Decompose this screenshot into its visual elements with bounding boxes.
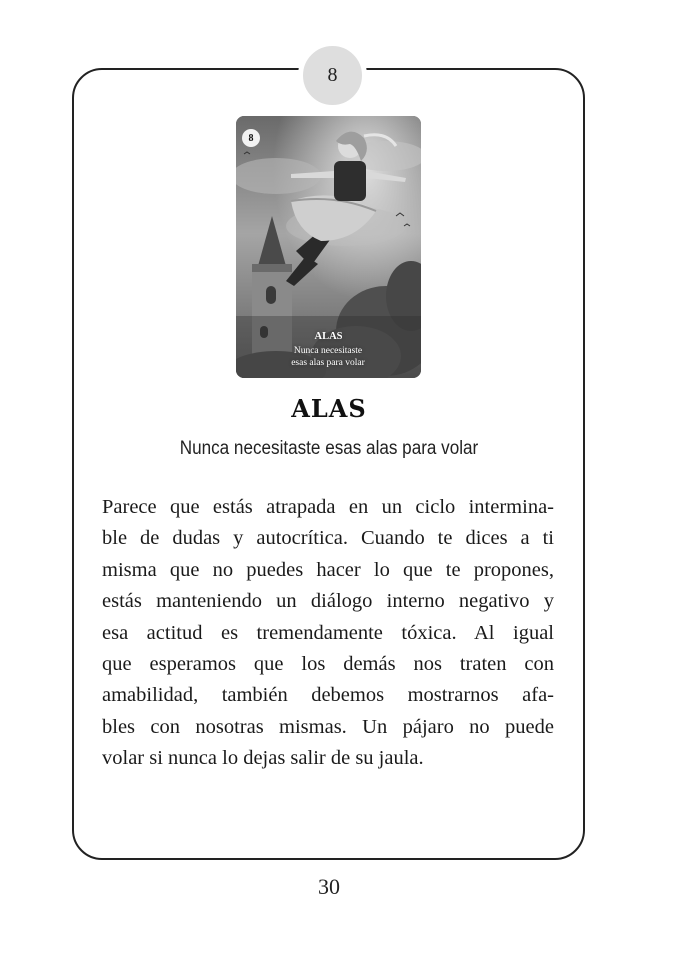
page-subtitle: Nunca necesitaste esas alas para volar xyxy=(179,438,479,459)
body-line: esa actitud es tremendamente tóxica. Al igual xyxy=(102,621,554,644)
page-number: 30 xyxy=(318,874,340,899)
card-number-badge xyxy=(242,129,260,147)
card-title: ALAS xyxy=(314,331,343,342)
chapter-number: 8 xyxy=(327,64,338,86)
card-subtitle-line: Nunca necesitaste xyxy=(293,346,363,356)
body-line: estás manteniendo un diálogo interno negativo y xyxy=(102,590,554,613)
chapter-number-badge xyxy=(298,41,367,110)
page-title: ALAS xyxy=(291,394,367,423)
body-line: ble de dudas y autocrítica. Cuando te dices a ti xyxy=(102,527,554,550)
body-paragraph xyxy=(102,492,554,775)
card-number: 8 xyxy=(248,132,254,144)
card-subtitle xyxy=(273,345,383,369)
card-subtitle-line: esas alas para volar xyxy=(291,358,365,368)
body-line: amabilidad, también debemos mostrarnos afa- xyxy=(102,684,554,707)
body-line: volar si nunca lo dejas salir de su jaula. xyxy=(102,747,424,770)
body-line: que esperamos que los demás nos traten con xyxy=(102,653,554,676)
body-line: bles con nosotras mismas. Un pájaro no puede xyxy=(102,715,554,738)
card-illustration xyxy=(236,116,421,378)
body-line: misma que no puedes hacer lo que te propones, xyxy=(102,558,554,581)
body-line: Parece que estás atrapada en un ciclo intermina- xyxy=(102,496,554,518)
